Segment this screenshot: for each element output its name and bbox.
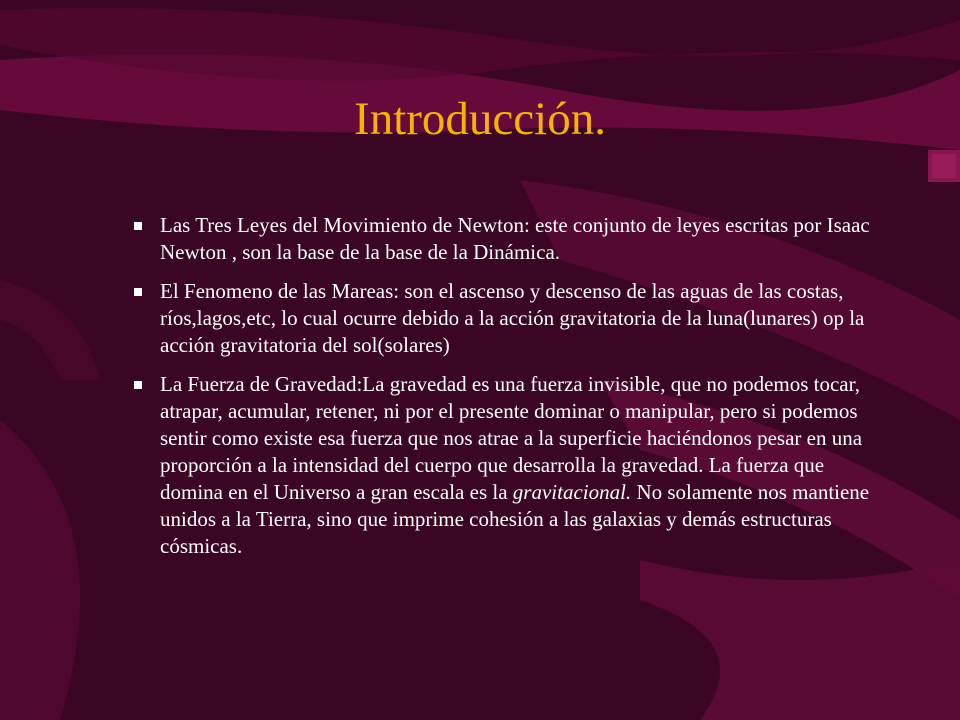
bullet-text-part: No solamente nos mantiene unidos a la Tierra, sino que imprime cohesión a las galaxias y demás estructuras cósmicas. — [160, 480, 870, 558]
italic-term: gravitacional. — [512, 480, 632, 504]
bullet-item-tides — [130, 278, 890, 359]
square-bullet-icon — [134, 222, 142, 230]
square-bullet-icon — [134, 288, 142, 296]
bullet-item-newton-laws — [130, 212, 890, 266]
bullet-list — [130, 212, 890, 572]
bullet-text — [160, 371, 890, 560]
bullet-text-part: La Fuerza de Gravedad:La gravedad es una fuerza invisible, que no podemos tocar, atrapar, acumular, retener, ni por el presente dominar o manipular, pero si podemos sentir como existe esa fuerza que nos atrae a la superficie haciéndonos pesar en una proporción a la intensidad del cuerpo que desarrolla la gravedad. La fuerza que domina en el Universo a gran escala es la — [160, 372, 863, 504]
bullet-item-gravity — [130, 371, 890, 560]
bullet-text: El Fenomeno de las Mareas: son el ascenso y descenso de las aguas de las costas, ríos,lagos,etc, lo cual ocurre debido a la acción gravitatoria de la luna(lunares) op la acción gravitatoria del sol(solares) — [160, 279, 865, 357]
slide-title: Introducción. — [354, 93, 606, 145]
square-bullet-icon — [134, 381, 142, 389]
bullet-text: Las Tres Leyes del Movimiento de Newton: este conjunto de leyes escritas por Isaac Newton , son la base de la base de la Dinámica. — [160, 213, 870, 264]
